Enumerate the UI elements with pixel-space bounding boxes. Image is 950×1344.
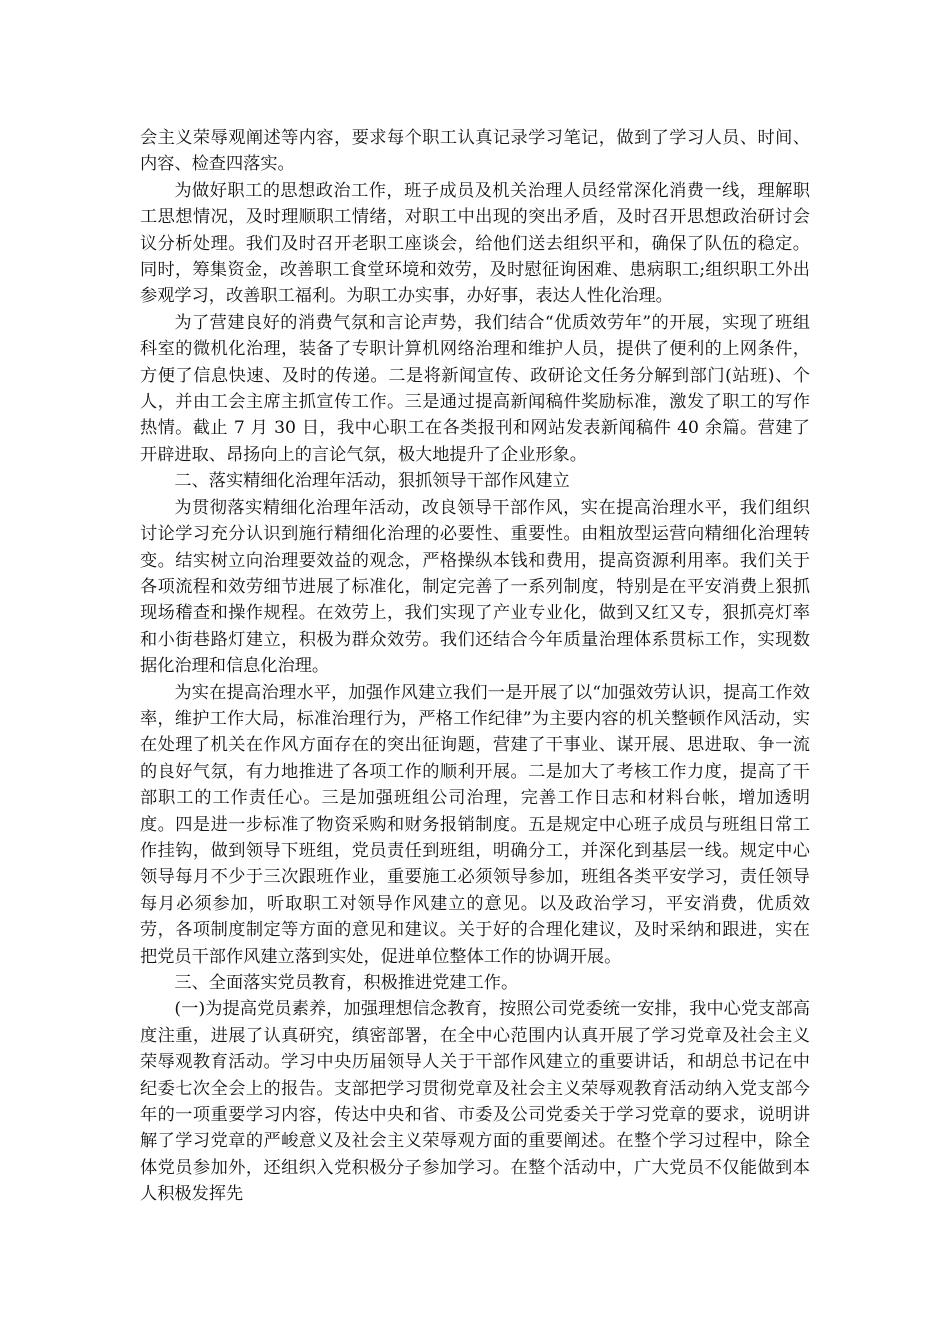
paragraph: 为了营建良好的消费气氛和言论声势，我们结合“优质效劳年”的开展，实现了班组科室的微机化治理，装备了专职计算机网络治理和维护人员，提供了便利的上网条件，方便了信息快速、及时的传递。二是将新闻宣传、政研论文任务分解到部门(站班)、个人，并由工会主席主抓宣传工作。三是通过提高新闻稿件奖励标准，激发了职工的写作热情。截止 7 月 30 日，我中心职工在各类报刊和网站发表新闻稿件 40 余篇。营建了开辟进取、昂扬向上的言论气氛，极大地提升了企业形象。 [140,312,810,465]
paragraph: 为实在提高治理水平，加强作风建立我们一是开展了以“加强效劳认识，提高工作效率，维护工作大局，标准治理行为，严格工作纪律”为主要内容的机关整顿作风活动，实在处理了机关在作风方面存在的突出征询题，营建了干事业、谋开展、思进取、争一流的良好气氛，有力地推进了各项工作的顺利开展。二是加大了考核工作力度，提高了干部职工的工作责任心。三是加强班组公司治理，完善工作日志和材料台帐，增加透明度。四是进一步标准了物资采购和财务报销制度。五是规定中心班子成员与班组日常工作挂钩，做到领导下班组，党员责任到班组，明确分工，并深化到基层一线。规定中心领导每月不少于三次跟班作业，重要施工必须领导参加，班组各类平安学习，责任领导每月必须参加，听取职工对领导作风建立的意见。以及政治学习，平安消费，优质效劳，各项制度制定等方面的意见和建议。关于好的合理化建议，及时采纳和跟进，实在把党员干部作风建立落到实处，促进单位整体工作的协调开展。 [140,682,810,967]
document-body [140,125,810,1208]
section-heading: 二、落实精细化治理年活动，狠抓领导干部作风建立 [174,471,570,492]
paragraph: (一)为提高党员素养，加强理想信念教育，按照公司党委统一安排，我中心党支部高度注重，进展了认真研究，缜密部署，在全中心范围内认真开展了学习党章及社会主义荣辱观教育活动。学习中央历届领导人关于干部作风建立的重要讲话，和胡总书记在中纪委七次全会上的报告。支部把学习贯彻党章及社会主义荣辱观教育活动纳入党支部今年的一项重要学习内容，传达中央和省、市委及公司党委关于学习党章的要求，说明讲解了学习党章的严峻意义及社会主义荣辱观方面的重要阐述。在整个学习过程中，除全体党员参加外，还组织入党积极分子参加学习。在整个活动中，广大党员不仅能做到本人积极发挥先 [140,999,810,1205]
section-heading: 三、全面落实党员教育，积极推进党建工作。 [174,973,519,993]
paragraph: 为贯彻落实精细化治理年活动，改良领导干部作风，实在提高治理水平，我们组织讨论学习充分认识到施行精细化治理的必要性、重要性。由粗放型运营向精细化治理转变。结实树立向治理要效益的观念，严格操纵本钱和费用，提高资源利用率。我们关于各项流程和效劳细节进展了标准化，制定完善了一系列制度，特别是在平安消费上狠抓现场稽查和操作规程。在效劳上，我们实现了产业专业化，做到又红又专，狠抓亮灯率和小街巷路灯建立，积极为群众效劳。我们还结合今年质量治理体系贯标工作，实现数据化治理和信息化治理。 [140,497,810,677]
paragraph: 为做好职工的思想政治工作，班子成员及机关治理人员经常深化消费一线，理解职工思想情况，及时理顺职工情绪，对职工中出现的突出矛盾，及时召开思想政治研讨会议分析处理。我们及时召开老职工座谈会，给他们送去组织平和，确保了队伍的稳定。同时，筹集资金，改善职工食堂环境和效劳，及时慰征询困难、患病职工;组织职工外出参观学习，改善职工福利。为职工办实事，办好事，表达人性化治理。 [140,180,810,307]
paragraph: 会主义荣辱观阐述等内容，要求每个职工认真记录学习笔记，做到了学习人员、时间、内容、检查四落实。 [140,128,810,175]
